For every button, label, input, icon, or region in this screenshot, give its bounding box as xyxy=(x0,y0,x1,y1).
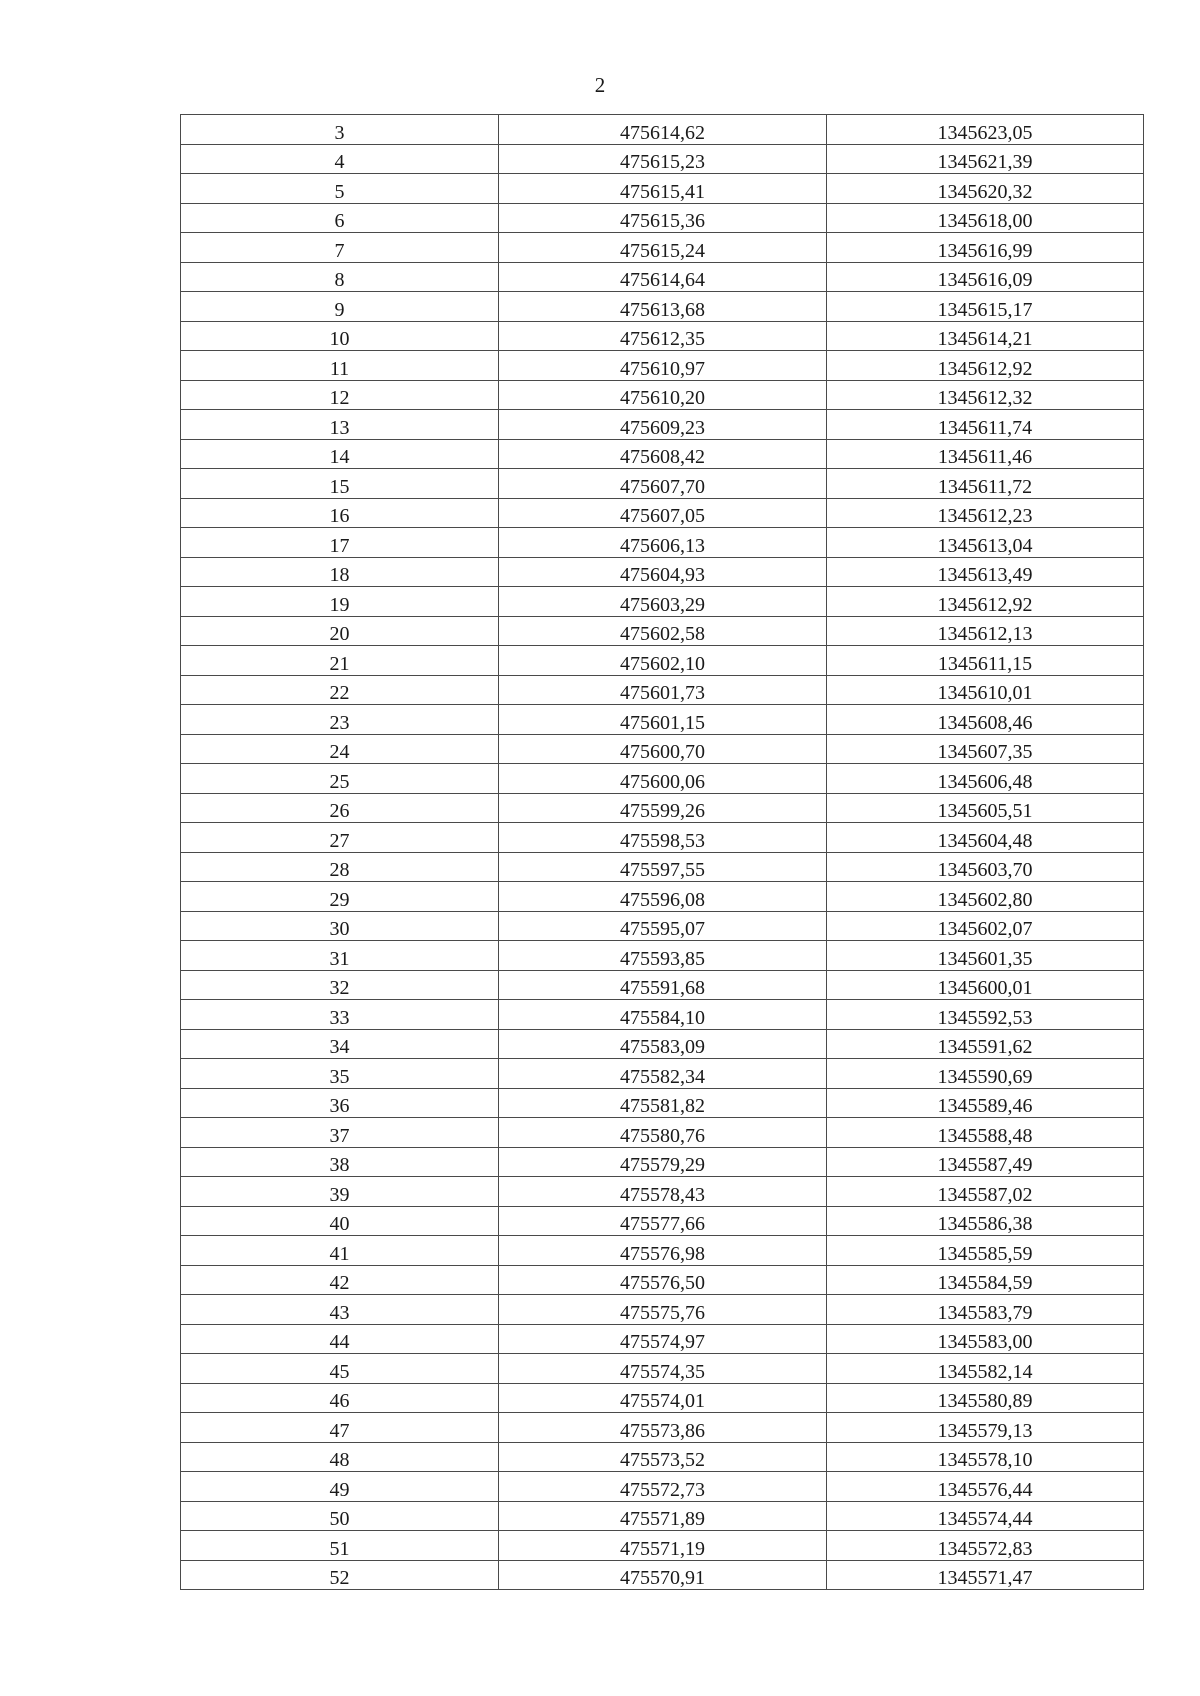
x-coordinate-cell: 475574,35 xyxy=(499,1354,827,1384)
x-coordinate-cell: 475615,36 xyxy=(499,203,827,233)
y-coordinate-cell: 1345611,74 xyxy=(827,410,1144,440)
table-row xyxy=(181,1236,1144,1266)
point-number-cell: 45 xyxy=(181,1354,499,1384)
point-number-cell: 42 xyxy=(181,1265,499,1295)
x-coordinate-cell: 475582,34 xyxy=(499,1059,827,1089)
point-number-cell: 33 xyxy=(181,1000,499,1030)
x-coordinate-cell: 475597,55 xyxy=(499,852,827,882)
y-coordinate-cell: 1345616,99 xyxy=(827,233,1144,263)
x-coordinate-cell: 475613,68 xyxy=(499,292,827,322)
table-row xyxy=(181,380,1144,410)
y-coordinate-cell: 1345612,13 xyxy=(827,616,1144,646)
point-number-cell: 11 xyxy=(181,351,499,381)
point-number-cell: 26 xyxy=(181,793,499,823)
y-coordinate-cell: 1345574,44 xyxy=(827,1501,1144,1531)
point-number-cell: 6 xyxy=(181,203,499,233)
table-row xyxy=(181,1088,1144,1118)
point-number-cell: 32 xyxy=(181,970,499,1000)
y-coordinate-cell: 1345611,72 xyxy=(827,469,1144,499)
point-number-cell: 18 xyxy=(181,557,499,587)
y-coordinate-cell: 1345603,70 xyxy=(827,852,1144,882)
table-row xyxy=(181,705,1144,735)
table-row xyxy=(181,1118,1144,1148)
point-number-cell: 8 xyxy=(181,262,499,292)
x-coordinate-cell: 475610,97 xyxy=(499,351,827,381)
point-number-cell: 29 xyxy=(181,882,499,912)
point-number-cell: 5 xyxy=(181,174,499,204)
table-row xyxy=(181,174,1144,204)
x-coordinate-cell: 475607,05 xyxy=(499,498,827,528)
y-coordinate-cell: 1345587,49 xyxy=(827,1147,1144,1177)
point-number-cell: 27 xyxy=(181,823,499,853)
y-coordinate-cell: 1345613,49 xyxy=(827,557,1144,587)
table-row xyxy=(181,144,1144,174)
y-coordinate-cell: 1345583,79 xyxy=(827,1295,1144,1325)
y-coordinate-cell: 1345614,21 xyxy=(827,321,1144,351)
x-coordinate-cell: 475600,70 xyxy=(499,734,827,764)
point-number-cell: 13 xyxy=(181,410,499,440)
table-row xyxy=(181,557,1144,587)
y-coordinate-cell: 1345620,32 xyxy=(827,174,1144,204)
point-number-cell: 47 xyxy=(181,1413,499,1443)
y-coordinate-cell: 1345582,14 xyxy=(827,1354,1144,1384)
y-coordinate-cell: 1345611,15 xyxy=(827,646,1144,676)
y-coordinate-cell: 1345585,59 xyxy=(827,1236,1144,1266)
x-coordinate-cell: 475610,20 xyxy=(499,380,827,410)
table-row xyxy=(181,1059,1144,1089)
point-number-cell: 21 xyxy=(181,646,499,676)
y-coordinate-cell: 1345591,62 xyxy=(827,1029,1144,1059)
x-coordinate-cell: 475576,98 xyxy=(499,1236,827,1266)
y-coordinate-cell: 1345612,23 xyxy=(827,498,1144,528)
table-row xyxy=(181,498,1144,528)
y-coordinate-cell: 1345610,01 xyxy=(827,675,1144,705)
x-coordinate-cell: 475571,19 xyxy=(499,1531,827,1561)
table-row xyxy=(181,1324,1144,1354)
x-coordinate-cell: 475615,24 xyxy=(499,233,827,263)
coordinates-table xyxy=(180,114,1144,1590)
point-number-cell: 9 xyxy=(181,292,499,322)
table-row xyxy=(181,587,1144,617)
y-coordinate-cell: 1345608,46 xyxy=(827,705,1144,735)
point-number-cell: 23 xyxy=(181,705,499,735)
y-coordinate-cell: 1345587,02 xyxy=(827,1177,1144,1207)
page-number: 2 xyxy=(594,73,606,97)
y-coordinate-cell: 1345607,35 xyxy=(827,734,1144,764)
table-row xyxy=(181,528,1144,558)
table-row xyxy=(181,823,1144,853)
table-row xyxy=(181,1265,1144,1295)
y-coordinate-cell: 1345612,92 xyxy=(827,351,1144,381)
x-coordinate-cell: 475601,73 xyxy=(499,675,827,705)
x-coordinate-cell: 475591,68 xyxy=(499,970,827,1000)
point-number-cell: 37 xyxy=(181,1118,499,1148)
point-number-cell: 52 xyxy=(181,1560,499,1590)
table-row xyxy=(181,1413,1144,1443)
table-row xyxy=(181,351,1144,381)
table-row xyxy=(181,734,1144,764)
point-number-cell: 39 xyxy=(181,1177,499,1207)
x-coordinate-cell: 475579,29 xyxy=(499,1147,827,1177)
y-coordinate-cell: 1345611,46 xyxy=(827,439,1144,469)
table-row xyxy=(181,439,1144,469)
x-coordinate-cell: 475614,62 xyxy=(499,115,827,145)
x-coordinate-cell: 475607,70 xyxy=(499,469,827,499)
point-number-cell: 12 xyxy=(181,380,499,410)
point-number-cell: 30 xyxy=(181,911,499,941)
point-number-cell: 14 xyxy=(181,439,499,469)
point-number-cell: 25 xyxy=(181,764,499,794)
x-coordinate-cell: 475602,10 xyxy=(499,646,827,676)
table-row xyxy=(181,675,1144,705)
x-coordinate-cell: 475572,73 xyxy=(499,1472,827,1502)
y-coordinate-cell: 1345592,53 xyxy=(827,1000,1144,1030)
table-row xyxy=(181,1531,1144,1561)
x-coordinate-cell: 475609,23 xyxy=(499,410,827,440)
table-row xyxy=(181,1295,1144,1325)
y-coordinate-cell: 1345623,05 xyxy=(827,115,1144,145)
x-coordinate-cell: 475612,35 xyxy=(499,321,827,351)
x-coordinate-cell: 475596,08 xyxy=(499,882,827,912)
table-row xyxy=(181,852,1144,882)
x-coordinate-cell: 475570,91 xyxy=(499,1560,827,1590)
x-coordinate-cell: 475601,15 xyxy=(499,705,827,735)
x-coordinate-cell: 475583,09 xyxy=(499,1029,827,1059)
point-number-cell: 34 xyxy=(181,1029,499,1059)
table-row xyxy=(181,233,1144,263)
point-number-cell: 17 xyxy=(181,528,499,558)
point-number-cell: 35 xyxy=(181,1059,499,1089)
point-number-cell: 24 xyxy=(181,734,499,764)
table-row xyxy=(181,646,1144,676)
point-number-cell: 49 xyxy=(181,1472,499,1502)
point-number-cell: 44 xyxy=(181,1324,499,1354)
y-coordinate-cell: 1345588,48 xyxy=(827,1118,1144,1148)
y-coordinate-cell: 1345589,46 xyxy=(827,1088,1144,1118)
point-number-cell: 19 xyxy=(181,587,499,617)
y-coordinate-cell: 1345615,17 xyxy=(827,292,1144,322)
table-row xyxy=(181,1029,1144,1059)
table-row xyxy=(181,262,1144,292)
y-coordinate-cell: 1345605,51 xyxy=(827,793,1144,823)
point-number-cell: 41 xyxy=(181,1236,499,1266)
x-coordinate-cell: 475577,66 xyxy=(499,1206,827,1236)
point-number-cell: 10 xyxy=(181,321,499,351)
x-coordinate-cell: 475615,23 xyxy=(499,144,827,174)
y-coordinate-cell: 1345604,48 xyxy=(827,823,1144,853)
point-number-cell: 48 xyxy=(181,1442,499,1472)
x-coordinate-cell: 475600,06 xyxy=(499,764,827,794)
y-coordinate-cell: 1345602,80 xyxy=(827,882,1144,912)
y-coordinate-cell: 1345571,47 xyxy=(827,1560,1144,1590)
point-number-cell: 28 xyxy=(181,852,499,882)
table-row xyxy=(181,941,1144,971)
point-number-cell: 4 xyxy=(181,144,499,174)
x-coordinate-cell: 475606,13 xyxy=(499,528,827,558)
point-number-cell: 15 xyxy=(181,469,499,499)
x-coordinate-cell: 475584,10 xyxy=(499,1000,827,1030)
x-coordinate-cell: 475595,07 xyxy=(499,911,827,941)
point-number-cell: 20 xyxy=(181,616,499,646)
table-row xyxy=(181,115,1144,145)
table-row xyxy=(181,1383,1144,1413)
y-coordinate-cell: 1345590,69 xyxy=(827,1059,1144,1089)
table-row xyxy=(181,882,1144,912)
x-coordinate-cell: 475603,29 xyxy=(499,587,827,617)
x-coordinate-cell: 475599,26 xyxy=(499,793,827,823)
x-coordinate-cell: 475578,43 xyxy=(499,1177,827,1207)
point-number-cell: 43 xyxy=(181,1295,499,1325)
point-number-cell: 46 xyxy=(181,1383,499,1413)
x-coordinate-cell: 475604,93 xyxy=(499,557,827,587)
table-row xyxy=(181,292,1144,322)
y-coordinate-cell: 1345606,48 xyxy=(827,764,1144,794)
table-row xyxy=(181,1206,1144,1236)
x-coordinate-cell: 475581,82 xyxy=(499,1088,827,1118)
point-number-cell: 3 xyxy=(181,115,499,145)
x-coordinate-cell: 475576,50 xyxy=(499,1265,827,1295)
x-coordinate-cell: 475598,53 xyxy=(499,823,827,853)
y-coordinate-cell: 1345618,00 xyxy=(827,203,1144,233)
x-coordinate-cell: 475615,41 xyxy=(499,174,827,204)
x-coordinate-cell: 475593,85 xyxy=(499,941,827,971)
y-coordinate-cell: 1345613,04 xyxy=(827,528,1144,558)
x-coordinate-cell: 475573,86 xyxy=(499,1413,827,1443)
point-number-cell: 31 xyxy=(181,941,499,971)
x-coordinate-cell: 475575,76 xyxy=(499,1295,827,1325)
y-coordinate-cell: 1345578,10 xyxy=(827,1442,1144,1472)
y-coordinate-cell: 1345586,38 xyxy=(827,1206,1144,1236)
table-row xyxy=(181,1501,1144,1531)
table-row xyxy=(181,911,1144,941)
y-coordinate-cell: 1345583,00 xyxy=(827,1324,1144,1354)
point-number-cell: 22 xyxy=(181,675,499,705)
table-row xyxy=(181,1177,1144,1207)
table-row xyxy=(181,203,1144,233)
y-coordinate-cell: 1345600,01 xyxy=(827,970,1144,1000)
x-coordinate-cell: 475573,52 xyxy=(499,1442,827,1472)
x-coordinate-cell: 475574,01 xyxy=(499,1383,827,1413)
table-row xyxy=(181,1147,1144,1177)
y-coordinate-cell: 1345584,59 xyxy=(827,1265,1144,1295)
point-number-cell: 7 xyxy=(181,233,499,263)
x-coordinate-cell: 475571,89 xyxy=(499,1501,827,1531)
table-row xyxy=(181,1000,1144,1030)
coordinates-table-body xyxy=(181,115,1144,1590)
table-row xyxy=(181,1560,1144,1590)
table-row xyxy=(181,410,1144,440)
x-coordinate-cell: 475574,97 xyxy=(499,1324,827,1354)
table-row xyxy=(181,1472,1144,1502)
table-row xyxy=(181,1354,1144,1384)
table-row xyxy=(181,616,1144,646)
x-coordinate-cell: 475602,58 xyxy=(499,616,827,646)
table-row xyxy=(181,970,1144,1000)
y-coordinate-cell: 1345579,13 xyxy=(827,1413,1144,1443)
y-coordinate-cell: 1345612,92 xyxy=(827,587,1144,617)
table-row xyxy=(181,469,1144,499)
point-number-cell: 51 xyxy=(181,1531,499,1561)
point-number-cell: 16 xyxy=(181,498,499,528)
y-coordinate-cell: 1345580,89 xyxy=(827,1383,1144,1413)
y-coordinate-cell: 1345572,83 xyxy=(827,1531,1144,1561)
y-coordinate-cell: 1345621,39 xyxy=(827,144,1144,174)
x-coordinate-cell: 475580,76 xyxy=(499,1118,827,1148)
y-coordinate-cell: 1345602,07 xyxy=(827,911,1144,941)
table-row xyxy=(181,793,1144,823)
table-row xyxy=(181,321,1144,351)
y-coordinate-cell: 1345616,09 xyxy=(827,262,1144,292)
table-row xyxy=(181,1442,1144,1472)
y-coordinate-cell: 1345601,35 xyxy=(827,941,1144,971)
point-number-cell: 40 xyxy=(181,1206,499,1236)
table-row xyxy=(181,764,1144,794)
x-coordinate-cell: 475608,42 xyxy=(499,439,827,469)
point-number-cell: 38 xyxy=(181,1147,499,1177)
point-number-cell: 50 xyxy=(181,1501,499,1531)
y-coordinate-cell: 1345612,32 xyxy=(827,380,1144,410)
y-coordinate-cell: 1345576,44 xyxy=(827,1472,1144,1502)
point-number-cell: 36 xyxy=(181,1088,499,1118)
x-coordinate-cell: 475614,64 xyxy=(499,262,827,292)
